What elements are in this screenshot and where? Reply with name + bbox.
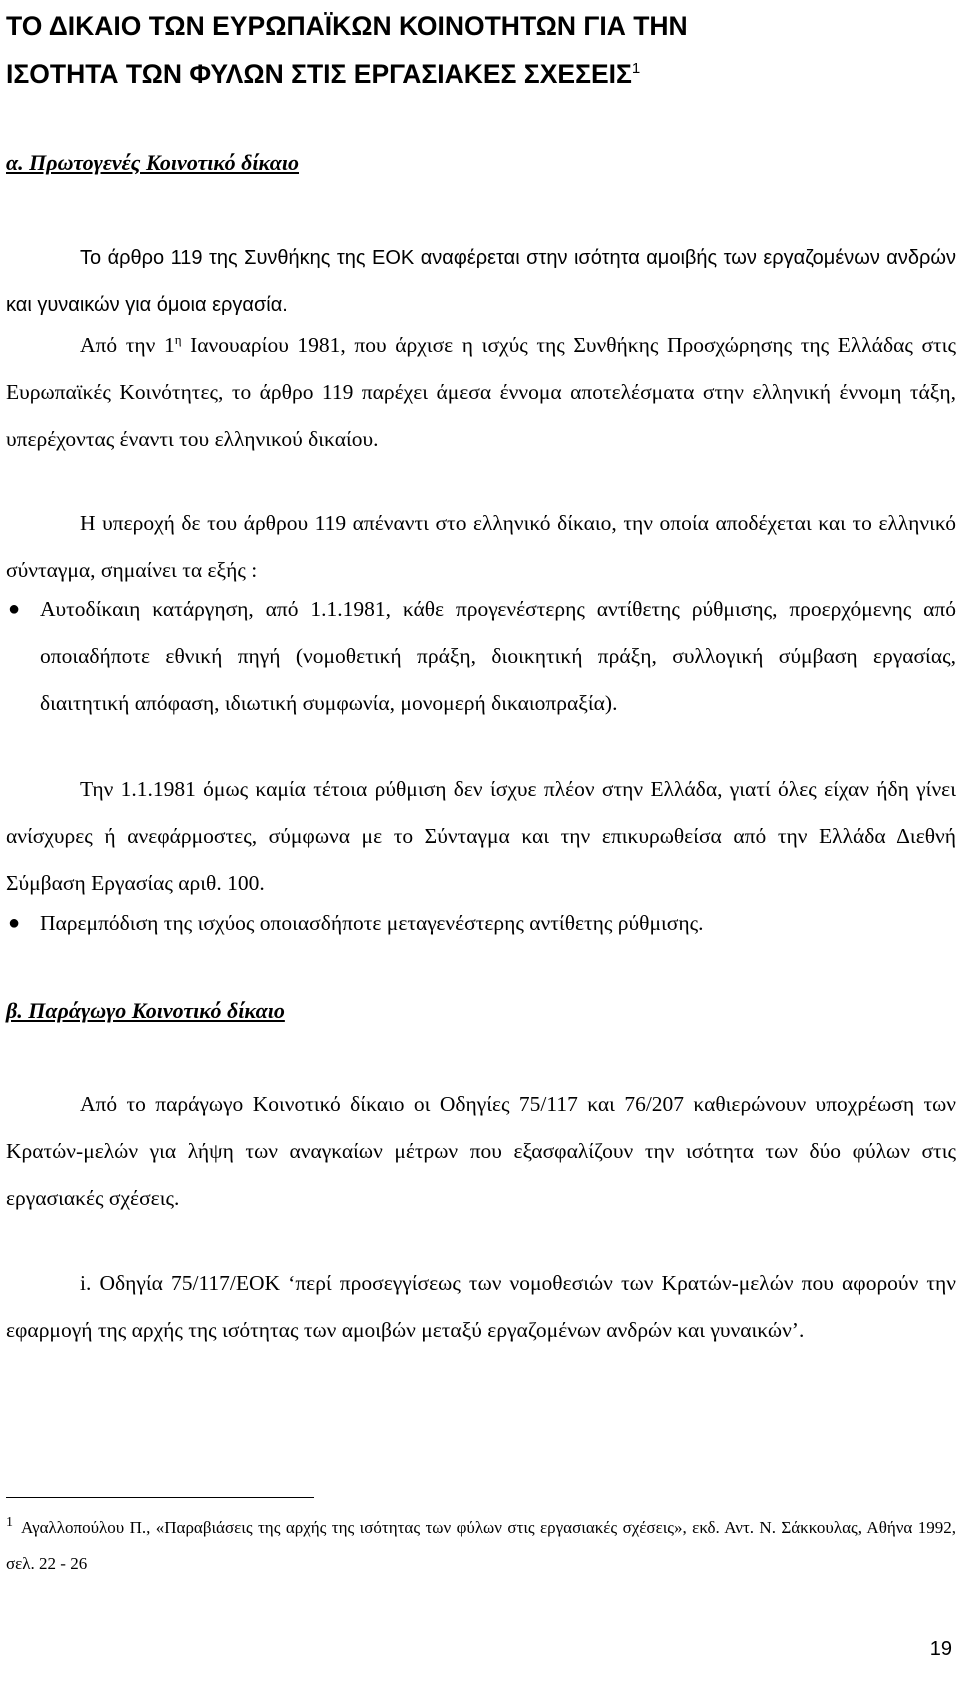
- bullet-item-2: [6, 900, 956, 947]
- section-a-paragraph-3: Η υπεροχή δε του άρθρου 119 απέναντι στο ελληνικό δίκαιο, την οποία αποδέχεται και το ελληνικό σύνταγμα, σημαίνει τα εξής :: [6, 511, 956, 583]
- bullet-item-1: [6, 586, 956, 728]
- title-line-2: ΙΣΟΤΗΤΑ ΤΩΝ ΦΥΛΩΝ ΣΤΙΣ ΕΡΓΑΣΙΑΚΕΣ ΣΧΕΣΕΙΣ: [6, 59, 632, 89]
- section-b-paragraph-1: Από το παράγωγο Κοινοτικό δίκαιο οι Οδηγίες 75/117 και 76/207 καθιερώνουν υποχρέωση των Κρατών-μελών για λήψη των αναγκαίων μέτρων που εξασφαλίζουν την ισότητα των δύο φύλων στις εργασιακές σχέσεις.: [6, 1092, 956, 1211]
- bullet-item-2-text: Παρεμπόδιση της ισχύος οποιασδήποτε μεταγενέστερης αντίθετης ρύθμισης.: [40, 911, 704, 935]
- section-a-paragraph-1: Το άρθρο 119 της Συνθήκης της ΕΟΚ αναφέρεται στην ισότητα αμοιβής των εργαζομένων ανδρών και γυναικών για όμοια εργασία.: [6, 247, 956, 317]
- paragraph-2-rest: Ιανουαρίου 1981, που άρχισε η ισχύς της Συνθήκης Προσχώρησης της Ελλάδας στις Ευρωπαϊκές Κοινότητες, το άρθρο 119 παρέχει άμεσα έννομα αποτελέσματα στην ελληνική έννομη τάξη, υπερέχοντας έναντι του ελληνικού δικαίου.: [6, 333, 956, 452]
- footnote-marker: 1: [6, 1515, 13, 1531]
- bullet-icon: ●: [8, 598, 21, 620]
- footnote-text: Αγαλλοπούλου Π., «Παραβιάσεις της αρχής της ισότητας των φύλων στις εργασιακές σχέσεις», εκδ. Αντ. Ν. Σάκκουλας, Αθήνα 1992, σελ. 22 - 26: [6, 1518, 956, 1573]
- page-number: 19: [929, 1638, 952, 1660]
- title-line-1: ΤΟ ΔΙΚΑΙΟ ΤΩΝ ΕΥΡΩΠΑΪΚΩΝ ΚΟΙΝΟΤΗΤΩΝ ΓΙΑ ΤΗΝ: [6, 11, 688, 41]
- paragraph-2-start: Από την 1: [80, 333, 175, 357]
- footnote-divider: [6, 1497, 314, 1498]
- ordinal-suffix: η: [174, 331, 182, 347]
- footnote: [6, 1510, 956, 1582]
- bullet-icon: ●: [8, 912, 21, 934]
- section-b-paragraph-2: i. Οδηγία 75/117/ΕΟΚ ‘περί προσεγγίσεως των νομοθεσιών των Κρατών-μελών που αφορούν την εφαρμογή της αρχής της ισότητας των αμοιβών μεταξύ εργαζομένων ανδρών και γυναικών’.: [6, 1271, 956, 1343]
- section-b-heading: β. Παράγωγο Κοινοτικό δίκαιο: [6, 998, 285, 1023]
- section-a-paragraph-2: [6, 322, 956, 464]
- section-a-heading: α. Πρωτογενές Κοινοτικό δίκαιο: [6, 150, 300, 175]
- document-title: [6, 2, 954, 98]
- section-a-paragraph-4: Την 1.1.1981 όμως καμία τέτοια ρύθμιση δεν ίσχυε πλέον στην Ελλάδα, γιατί όλες είχαν ήδη γίνει ανίσχυρες ή ανεφάρμοστες, σύμφωνα με το Σύνταγμα και την επικυρωθείσα από την Ελλάδα Διεθνή Σύμβαση Εργασίας αριθ. 100.: [6, 777, 956, 896]
- bullet-item-1-text: Αυτοδίκαιη κατάργηση, από 1.1.1981, κάθε προγενέστερης αντίθετης ρύθμισης, προερχόμενης από οποιαδήποτε εθνική πηγή (νομοθετική πράξη, διοικητική πράξη, συλλογική σύμβαση εργασίας, διαιτητική απόφαση, ιδιωτική συμφωνία, μονομερή δικαιοπραξία).: [40, 597, 956, 716]
- footnote-reference[interactable]: 1: [631, 60, 641, 78]
